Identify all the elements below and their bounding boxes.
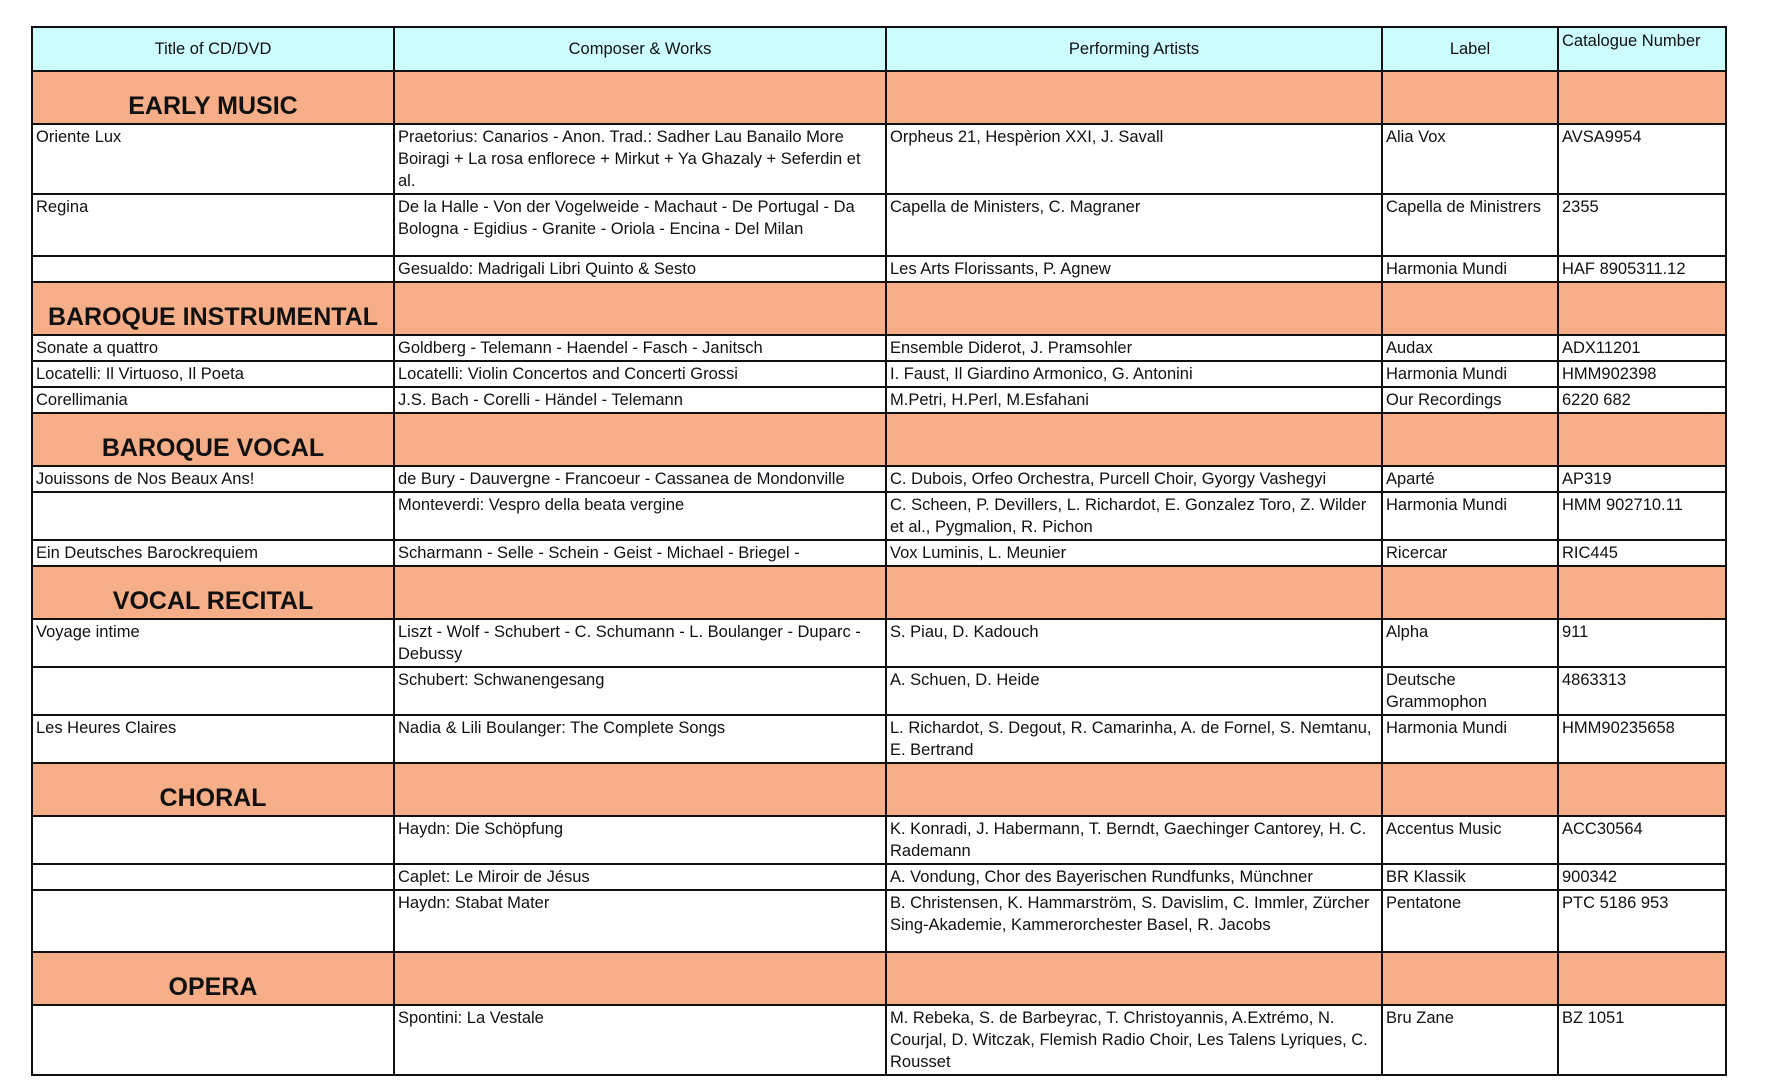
table-row — [32, 864, 1726, 890]
section-filler-cell — [1558, 282, 1726, 335]
cd-title-cell — [32, 864, 394, 890]
artists-cell: L. Richardot, S. Degout, R. Camarinha, A. de Fornel, S. Nemtanu, E. Bertrand — [886, 715, 1382, 763]
works-cell: Haydn: Stabat Mater — [394, 890, 886, 952]
works-cell: Goldberg - Telemann - Haendel - Fasch - Janitsch — [394, 335, 886, 361]
section-title: OPERA — [32, 952, 394, 1005]
works-cell: Scharmann - Selle - Schein - Geist - Michael - Briegel - — [394, 540, 886, 566]
label-cell: Harmonia Mundi — [1382, 715, 1558, 763]
works-cell: Monteverdi: Vespro della beata vergine — [394, 492, 886, 540]
works-cell: Caplet: Le Miroir de Jésus — [394, 864, 886, 890]
table-body — [32, 71, 1726, 1075]
table-row — [32, 540, 1726, 566]
label-cell: Capella de Ministrers — [1382, 194, 1558, 256]
artists-cell: A. Schuen, D. Heide — [886, 667, 1382, 715]
works-cell: Nadia & Lili Boulanger: The Complete Songs — [394, 715, 886, 763]
table-row — [32, 124, 1726, 194]
section-filler-cell — [886, 566, 1382, 619]
works-cell: Liszt - Wolf - Schubert - C. Schumann - L. Boulanger - Duparc - Debussy — [394, 619, 886, 667]
artists-cell: M. Rebeka, S. de Barbeyrac, T. Christoyannis, A.Extrémo, N. Courjal, D. Witczak, Flemish Radio Choir, Les Talens Lyriques, C. Rousset — [886, 1005, 1382, 1075]
works-cell: Schubert: Schwanengesang — [394, 667, 886, 715]
section-filler-cell — [1382, 413, 1558, 466]
label-cell: Ricercar — [1382, 540, 1558, 566]
catalogue-number-cell: 900342 — [1558, 864, 1726, 890]
table-row — [32, 667, 1726, 715]
catalogue-number-cell: AP319 — [1558, 466, 1726, 492]
section-row — [32, 71, 1726, 124]
label-cell: Audax — [1382, 335, 1558, 361]
artists-cell: Capella de Ministers, C. Magraner — [886, 194, 1382, 256]
table-row — [32, 387, 1726, 413]
works-cell: de Bury - Dauvergne - Francoeur - Cassanea de Mondonville — [394, 466, 886, 492]
works-cell: De la Halle - Von der Vogelweide - Machaut - De Portugal - Da Bologna - Egidius - Granite - Oriola - Encina - Del Milan — [394, 194, 886, 256]
artists-cell: Vox Luminis, L. Meunier — [886, 540, 1382, 566]
table-row — [32, 492, 1726, 540]
section-row — [32, 763, 1726, 816]
table-row — [32, 1005, 1726, 1075]
section-filler-cell — [1558, 566, 1726, 619]
cd-title-cell: Jouissons de Nos Beaux Ans! — [32, 466, 394, 492]
artists-cell: I. Faust, Il Giardino Armonico, G. Antonini — [886, 361, 1382, 387]
column-header-catalogue-number: Catalogue Number — [1558, 27, 1726, 71]
section-filler-cell — [394, 413, 886, 466]
cd-title-cell: Ein Deutsches Barockrequiem — [32, 540, 394, 566]
artists-cell: K. Konradi, J. Habermann, T. Berndt, Gaechinger Cantorey, H. C. Rademann — [886, 816, 1382, 864]
cd-title-cell: Regina — [32, 194, 394, 256]
section-filler-cell — [886, 282, 1382, 335]
label-cell: Harmonia Mundi — [1382, 361, 1558, 387]
catalogue-number-cell: 4863313 — [1558, 667, 1726, 715]
works-cell: Haydn: Die Schöpfung — [394, 816, 886, 864]
section-row — [32, 566, 1726, 619]
section-filler-cell — [1558, 763, 1726, 816]
artists-cell: C. Dubois, Orfeo Orchestra, Purcell Choir, Gyorgy Vashegyi — [886, 466, 1382, 492]
column-header-label: Label — [1382, 27, 1558, 71]
cd-title-cell: Oriente Lux — [32, 124, 394, 194]
section-row — [32, 282, 1726, 335]
cd-title-cell — [32, 492, 394, 540]
works-cell: Gesualdo: Madrigali Libri Quinto & Sesto — [394, 256, 886, 282]
cd-title-cell: Corellimania — [32, 387, 394, 413]
cd-title-cell: Les Heures Claires — [32, 715, 394, 763]
artists-cell: C. Scheen, P. Devillers, L. Richardot, E. Gonzalez Toro, Z. Wilder et al., Pygmalion, R. Pichon — [886, 492, 1382, 540]
label-cell: Pentatone — [1382, 890, 1558, 952]
section-filler-cell — [886, 952, 1382, 1005]
table-row — [32, 194, 1726, 256]
column-header-works: Composer & Works — [394, 27, 886, 71]
table-row — [32, 335, 1726, 361]
header-row — [32, 27, 1726, 71]
label-cell: Alpha — [1382, 619, 1558, 667]
catalogue-number-cell: PTC 5186 953 — [1558, 890, 1726, 952]
catalogue-number-cell: ACC30564 — [1558, 816, 1726, 864]
section-title: VOCAL RECITAL — [32, 566, 394, 619]
section-filler-cell — [1558, 952, 1726, 1005]
artists-cell: A. Vondung, Chor des Bayerischen Rundfunks, Münchner — [886, 864, 1382, 890]
section-filler-cell — [394, 763, 886, 816]
catalogue-number-cell: 911 — [1558, 619, 1726, 667]
section-filler-cell — [886, 763, 1382, 816]
section-row — [32, 952, 1726, 1005]
artists-cell: M.Petri, H.Perl, M.Esfahani — [886, 387, 1382, 413]
label-cell: Harmonia Mundi — [1382, 256, 1558, 282]
column-header-artists: Performing Artists — [886, 27, 1382, 71]
catalogue-number-cell: 6220 682 — [1558, 387, 1726, 413]
section-filler-cell — [1382, 566, 1558, 619]
table-row — [32, 466, 1726, 492]
catalogue-number-cell: 2355 — [1558, 194, 1726, 256]
label-cell: Our Recordings — [1382, 387, 1558, 413]
catalogue-number-cell: HMM902398 — [1558, 361, 1726, 387]
catalogue-number-cell: ADX11201 — [1558, 335, 1726, 361]
artists-cell: Ensemble Diderot, J. Pramsohler — [886, 335, 1382, 361]
table-row — [32, 816, 1726, 864]
table-row — [32, 619, 1726, 667]
label-cell: Deutsche Grammophon — [1382, 667, 1558, 715]
artists-cell: Orpheus 21, Hespèrion XXI, J. Savall — [886, 124, 1382, 194]
catalogue-table — [31, 26, 1727, 1076]
section-filler-cell — [1558, 413, 1726, 466]
works-cell: Locatelli: Violin Concertos and Concerti Grossi — [394, 361, 886, 387]
table-row — [32, 890, 1726, 952]
catalogue-number-cell: RIC445 — [1558, 540, 1726, 566]
cd-title-cell — [32, 890, 394, 952]
cd-title-cell: Sonate a quattro — [32, 335, 394, 361]
works-cell: J.S. Bach - Corelli - Händel - Telemann — [394, 387, 886, 413]
catalogue-number-cell: BZ 1051 — [1558, 1005, 1726, 1075]
section-title: CHORAL — [32, 763, 394, 816]
label-cell: Alia Vox — [1382, 124, 1558, 194]
section-filler-cell — [394, 952, 886, 1005]
section-filler-cell — [1558, 71, 1726, 124]
cd-title-cell: Voyage intime — [32, 619, 394, 667]
label-cell: BR Klassik — [1382, 864, 1558, 890]
column-header-title: Title of CD/DVD — [32, 27, 394, 71]
section-filler-cell — [886, 71, 1382, 124]
section-filler-cell — [394, 71, 886, 124]
artists-cell: B. Christensen, K. Hammarström, S. Davislim, C. Immler, Zürcher Sing-Akademie, Kammerorchester Basel, R. Jacobs — [886, 890, 1382, 952]
catalogue-number-cell: HAF 8905311.12 — [1558, 256, 1726, 282]
section-title: BAROQUE INSTRUMENTAL — [32, 282, 394, 335]
table-row — [32, 715, 1726, 763]
table-row — [32, 361, 1726, 387]
section-filler-cell — [886, 413, 1382, 466]
label-cell: Aparté — [1382, 466, 1558, 492]
section-title: BAROQUE VOCAL — [32, 413, 394, 466]
cd-title-cell — [32, 256, 394, 282]
label-cell: Accentus Music — [1382, 816, 1558, 864]
section-filler-cell — [1382, 952, 1558, 1005]
label-cell: Bru Zane — [1382, 1005, 1558, 1075]
cd-title-cell — [32, 816, 394, 864]
artists-cell: Les Arts Florissants, P. Agnew — [886, 256, 1382, 282]
section-filler-cell — [1382, 763, 1558, 816]
cd-title-cell: Locatelli: Il Virtuoso, Il Poeta — [32, 361, 394, 387]
section-row — [32, 413, 1726, 466]
section-filler-cell — [394, 282, 886, 335]
catalogue-number-cell: HMM90235658 — [1558, 715, 1726, 763]
section-filler-cell — [1382, 282, 1558, 335]
catalogue-number-cell: AVSA9954 — [1558, 124, 1726, 194]
label-cell: Harmonia Mundi — [1382, 492, 1558, 540]
works-cell: Praetorius: Canarios - Anon. Trad.: Sadher Lau Banailo More Boiragi + La rosa enflorece + Mirkut + Ya Ghazaly + Seferdin et al. — [394, 124, 886, 194]
section-title: EARLY MUSIC — [32, 71, 394, 124]
catalogue-number-cell: HMM 902710.11 — [1558, 492, 1726, 540]
table-row — [32, 256, 1726, 282]
cd-title-cell — [32, 1005, 394, 1075]
cd-title-cell — [32, 667, 394, 715]
works-cell: Spontini: La Vestale — [394, 1005, 886, 1075]
section-filler-cell — [1382, 71, 1558, 124]
section-filler-cell — [394, 566, 886, 619]
artists-cell: S. Piau, D. Kadouch — [886, 619, 1382, 667]
